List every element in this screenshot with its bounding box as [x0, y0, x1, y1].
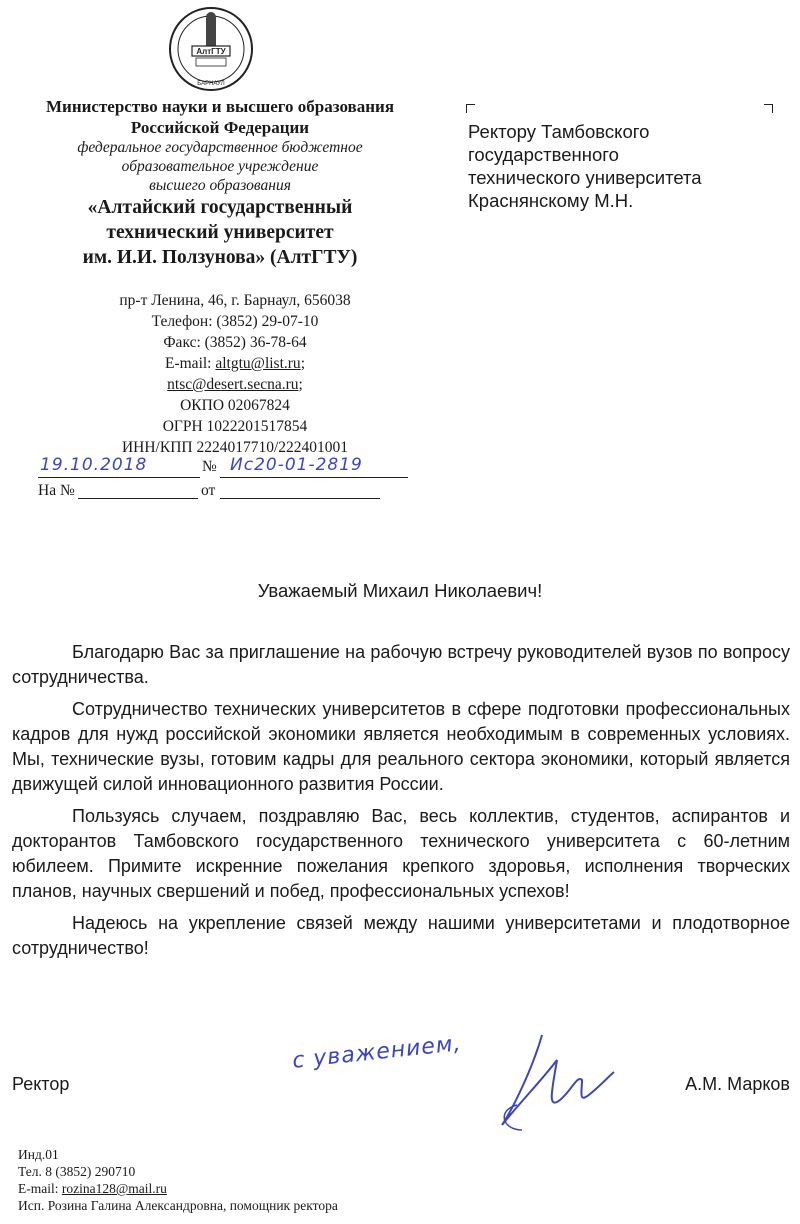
university-emblem: [168, 6, 254, 92]
letter-body: [12, 640, 790, 968]
email-line-2: [40, 374, 430, 395]
signatory-title: Ректор: [12, 1074, 70, 1094]
recipient-line-2: государственного: [468, 144, 619, 165]
footer-email-label: E-mail:: [18, 1181, 62, 1196]
contact-details: [40, 290, 430, 458]
emblem-abbrev: АлтГТУ: [196, 47, 226, 56]
registration-date: 19.10.2018: [40, 455, 148, 475]
email-label: E-mail:: [165, 355, 216, 372]
university-name-line-3: им. И.И. Ползунова» (АлтГТУ): [82, 247, 358, 268]
letterhead: [10, 96, 430, 270]
body-paragraph-3: Пользуясь случаем, поздравляю Вас, весь коллектив, студентов, аспирантов и докторантов Тамбовского государственного технического университета с 60-летним юбилеем. Примите искренние пожелания крепкого здоровья, исполнения творческих планов, научных свершений и побед, профессиональных успехов!: [12, 806, 790, 901]
okpo: ОКПО 02067824: [180, 397, 290, 414]
emblem-city: БАРНАУЛ: [197, 81, 225, 87]
registration-block: [30, 455, 430, 515]
handwritten-regards: с уважением,: [291, 1031, 463, 1074]
address-corner-left: [466, 104, 475, 113]
footer-executor: Исп. Розина Галина Александровна, помощник ректора: [18, 1198, 338, 1213]
signature-block: [12, 1030, 790, 1140]
university-name-line-2: технический университет: [106, 222, 334, 243]
number-underline: [220, 477, 408, 478]
ogrn: ОГРН 1022201517854: [162, 418, 308, 435]
email-link-2[interactable]: ntsc@desert.secna.ru: [167, 376, 299, 393]
email-link-1[interactable]: altgtu@list.ru: [215, 355, 301, 372]
body-paragraph-2: Сотрудничество технических университетов в сфере подготовки профессиональных кадров для нужд российской экономики является необходимым в современных условиях. Мы, технические вузы, готовим кадры для реального сектора экономики, который является движущей силой инновационного развития России.: [12, 699, 790, 794]
type-line-1: федеральное государственное бюджетное: [77, 139, 363, 156]
recipient-block: [468, 120, 788, 212]
executor-footer: [18, 1146, 518, 1214]
reference-date-underline: [220, 498, 380, 499]
footer-index: Инд.01: [18, 1147, 59, 1162]
university-name-line-1: «Алтайский государственный: [87, 197, 353, 218]
type-line-2: образовательное учреждение: [121, 158, 319, 175]
registration-number: Ис20-01-2819: [230, 455, 363, 475]
reference-number-label: На №: [38, 482, 75, 499]
email-separator-2: ;: [298, 376, 303, 393]
email-separator: ;: [300, 355, 305, 372]
recipient-line-4: Краснянскому М.Н.: [468, 190, 634, 211]
salutation: Уважаемый Михаил Николаевич!: [257, 580, 543, 601]
address-corner-right: [764, 104, 773, 113]
footer-phone: Тел. 8 (3852) 290710: [18, 1164, 136, 1179]
signatory-name: А.М. Марков: [685, 1074, 790, 1094]
inn-kpp: ИНН/КПП 2224017710/222401001: [121, 439, 349, 456]
fax: Факс: (3852) 36-78-64: [163, 334, 307, 351]
reference-number-underline: [78, 498, 198, 499]
handwritten-signature: [482, 1030, 622, 1140]
recipient-line-1: Ректору Тамбовского: [468, 121, 650, 142]
phone: Телефон: (3852) 29-07-10: [151, 313, 319, 330]
footer-email-line: [18, 1180, 518, 1197]
ministry-line-1: Министерство науки и высшего образования: [45, 97, 395, 116]
footer-email-link[interactable]: rozina128@mail.ru: [61, 1181, 167, 1196]
recipient-line-3: технического университета: [468, 167, 702, 188]
type-line-3: высшего образования: [149, 177, 291, 194]
reference-date-label: от: [201, 482, 216, 499]
date-underline: [38, 477, 200, 478]
email-line: [40, 353, 430, 374]
body-paragraph-4: Надеюсь на укрепление связей между нашими университетами и плодотворное сотрудничество!: [12, 913, 790, 958]
address: пр-т Ленина, 46, г. Барнаул, 656038: [119, 292, 351, 309]
ministry-line-2: Российской Федерации: [130, 118, 310, 137]
registration-number-label: №: [202, 458, 217, 475]
body-paragraph-1: Благодарю Вас за приглашение на рабочую встречу руководителей вузов по вопросу сотрудничества.: [12, 642, 790, 687]
